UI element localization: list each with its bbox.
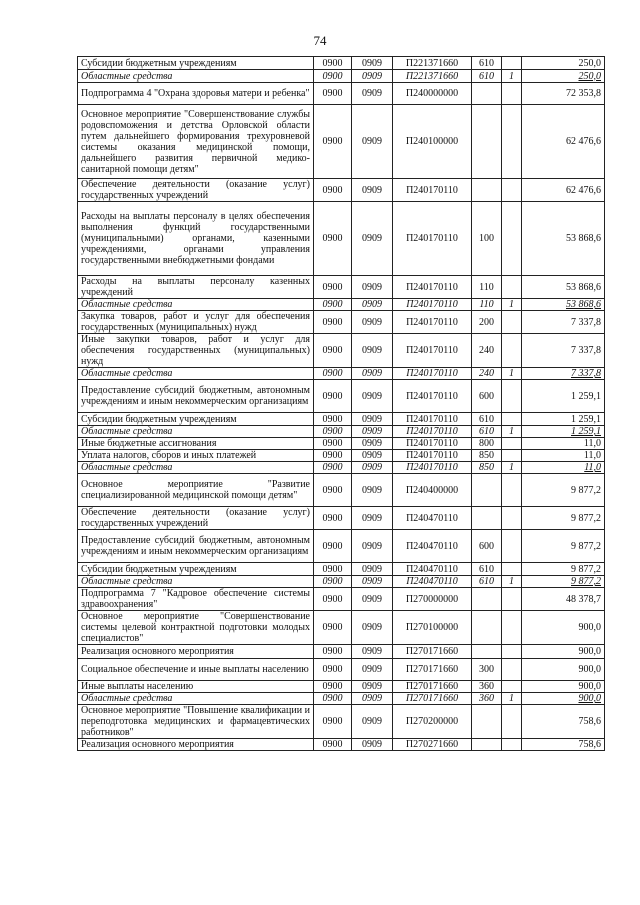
row-name: Субсидии бюджетным учреждениям (78, 57, 314, 70)
expense-type-code: 600 (472, 530, 502, 563)
amount: 1 259,1 (522, 380, 605, 413)
subsection-code: 0909 (352, 105, 393, 179)
row-name: Иные выплаты населению (78, 681, 314, 693)
subsection-code: 0909 (352, 413, 393, 426)
subsection-code: 0909 (352, 83, 393, 105)
funding-source-code (502, 311, 522, 334)
section-code: 0900 (314, 530, 352, 563)
row-name: Областные средства (78, 693, 314, 705)
section-code: 0900 (314, 563, 352, 576)
section-code: 0900 (314, 368, 352, 380)
row-name: Иные закупки товаров, работ и услуг для обеспечения государственных (муниципальных) нужд (78, 334, 314, 368)
funding-source-code (502, 645, 522, 659)
amount: 53 868,6 (522, 276, 605, 299)
table-row (78, 563, 605, 576)
target-article-code: П240100000 (393, 105, 472, 179)
amount: 1 259,1 (522, 426, 605, 438)
funding-source-code (502, 334, 522, 368)
section-code: 0900 (314, 739, 352, 751)
subsection-code: 0909 (352, 70, 393, 83)
expense-type-code: 610 (472, 70, 502, 83)
subsection-code: 0909 (352, 563, 393, 576)
row-name: Основное мероприятие "Развитие специализированной медицинской помощи детям" (78, 474, 314, 507)
row-name: Закупка товаров, работ и услуг для обеспечения государственных (муниципальных) нужд (78, 311, 314, 334)
row-name: Подпрограмма 4 "Охрана здоровья матери и ребенка" (78, 83, 314, 105)
row-name: Подпрограмма 7 "Кадровое обеспечение системы здравоохранения" (78, 588, 314, 611)
table-row (78, 588, 605, 611)
expense-type-code (472, 645, 502, 659)
table-row (78, 450, 605, 462)
expense-type-code (472, 105, 502, 179)
table-row (78, 681, 605, 693)
target-article-code: П270171660 (393, 645, 472, 659)
funding-source-code (502, 450, 522, 462)
funding-source-code: 1 (502, 426, 522, 438)
funding-source-code: 1 (502, 368, 522, 380)
table-row (78, 276, 605, 299)
funding-source-code (502, 705, 522, 739)
amount: 900,0 (522, 611, 605, 645)
amount: 72 353,8 (522, 83, 605, 105)
target-article-code: П240170110 (393, 450, 472, 462)
amount: 758,6 (522, 705, 605, 739)
table-row (78, 739, 605, 751)
amount: 48 378,7 (522, 588, 605, 611)
table-row-regional-funds (78, 576, 605, 588)
section-code: 0900 (314, 474, 352, 507)
target-article-code: П270271660 (393, 739, 472, 751)
subsection-code: 0909 (352, 507, 393, 530)
section-code: 0900 (314, 70, 352, 83)
funding-source-code: 1 (502, 299, 522, 311)
section-code: 0900 (314, 450, 352, 462)
row-name: Субсидии бюджетным учреждениям (78, 563, 314, 576)
target-article-code: П270200000 (393, 705, 472, 739)
row-name: Областные средства (78, 576, 314, 588)
table-row (78, 311, 605, 334)
target-article-code: П240470110 (393, 576, 472, 588)
amount: 1 259,1 (522, 413, 605, 426)
target-article-code: П240170110 (393, 311, 472, 334)
subsection-code: 0909 (352, 276, 393, 299)
subsection-code: 0909 (352, 681, 393, 693)
row-name: Предоставление субсидий бюджетным, автономным учреждениям и иным некоммерческим организациям (78, 380, 314, 413)
section-code: 0900 (314, 645, 352, 659)
expense-type-code (472, 474, 502, 507)
expense-type-code: 610 (472, 576, 502, 588)
section-code: 0900 (314, 576, 352, 588)
section-code: 0900 (314, 681, 352, 693)
expense-type-code: 610 (472, 426, 502, 438)
subsection-code: 0909 (352, 645, 393, 659)
section-code: 0900 (314, 693, 352, 705)
table-row (78, 611, 605, 645)
table-row (78, 645, 605, 659)
expense-type-code: 360 (472, 681, 502, 693)
table-row-regional-funds (78, 70, 605, 83)
expense-type-code: 800 (472, 438, 502, 450)
amount: 9 877,2 (522, 563, 605, 576)
subsection-code: 0909 (352, 588, 393, 611)
section-code: 0900 (314, 179, 352, 202)
section-code: 0900 (314, 334, 352, 368)
subsection-code: 0909 (352, 438, 393, 450)
amount: 7 337,8 (522, 311, 605, 334)
target-article-code: П270100000 (393, 611, 472, 645)
row-name: Областные средства (78, 70, 314, 83)
amount: 9 877,2 (522, 474, 605, 507)
funding-source-code (502, 507, 522, 530)
row-name: Обеспечение деятельности (оказание услуг) государственных учреждений (78, 179, 314, 202)
target-article-code: П270000000 (393, 588, 472, 611)
subsection-code: 0909 (352, 462, 393, 474)
row-name: Областные средства (78, 299, 314, 311)
table-row (78, 413, 605, 426)
subsection-code: 0909 (352, 57, 393, 70)
amount: 9 877,2 (522, 530, 605, 563)
section-code: 0900 (314, 705, 352, 739)
target-article-code: П221371660 (393, 70, 472, 83)
funding-source-code: 1 (502, 576, 522, 588)
table-row (78, 57, 605, 70)
row-name: Реализация основного мероприятия (78, 739, 314, 751)
section-code: 0900 (314, 202, 352, 276)
target-article-code: П240470110 (393, 507, 472, 530)
table-row (78, 530, 605, 563)
section-code: 0900 (314, 611, 352, 645)
subsection-code: 0909 (352, 426, 393, 438)
table-row (78, 438, 605, 450)
section-code: 0900 (314, 413, 352, 426)
amount: 11,0 (522, 462, 605, 474)
funding-source-code: 1 (502, 462, 522, 474)
table-row-regional-funds (78, 426, 605, 438)
subsection-code: 0909 (352, 611, 393, 645)
table-row-regional-funds (78, 462, 605, 474)
expense-type-code (472, 588, 502, 611)
table-row (78, 334, 605, 368)
table-row-regional-funds (78, 299, 605, 311)
subsection-code: 0909 (352, 450, 393, 462)
amount: 900,0 (522, 681, 605, 693)
funding-source-code (502, 681, 522, 693)
funding-source-code (502, 659, 522, 681)
section-code: 0900 (314, 105, 352, 179)
section-code: 0900 (314, 83, 352, 105)
row-name: Предоставление субсидий бюджетным, автономным учреждениям и иным некоммерческим организациям (78, 530, 314, 563)
row-name: Расходы на выплаты персоналу в целях обеспечения выполнения функций государственными (муниципальными) органами, казенными учреждениями, органами управления государственными внебюджетными фондами (78, 202, 314, 276)
amount: 7 337,8 (522, 334, 605, 368)
funding-source-code (502, 611, 522, 645)
row-name: Иные бюджетные ассигнования (78, 438, 314, 450)
row-name: Субсидии бюджетным учреждениям (78, 413, 314, 426)
funding-source-code (502, 83, 522, 105)
expense-type-code (472, 739, 502, 751)
expense-type-code (472, 83, 502, 105)
amount: 11,0 (522, 438, 605, 450)
expense-type-code: 610 (472, 563, 502, 576)
subsection-code: 0909 (352, 368, 393, 380)
funding-source-code: 1 (502, 70, 522, 83)
expense-type-code: 600 (472, 380, 502, 413)
row-name: Областные средства (78, 368, 314, 380)
funding-source-code (502, 563, 522, 576)
budget-table-body (78, 57, 605, 751)
row-name: Основное мероприятие "Совершенствование системы целевой контрактной подготовки молодых специалистов" (78, 611, 314, 645)
section-code: 0900 (314, 276, 352, 299)
table-row (78, 83, 605, 105)
amount: 9 877,2 (522, 576, 605, 588)
target-article-code: П270171660 (393, 693, 472, 705)
target-article-code: П240170110 (393, 202, 472, 276)
target-article-code: П240170110 (393, 413, 472, 426)
subsection-code: 0909 (352, 202, 393, 276)
page-number: 74 (313, 33, 327, 48)
section-code: 0900 (314, 588, 352, 611)
subsection-code: 0909 (352, 474, 393, 507)
target-article-code: П240400000 (393, 474, 472, 507)
expense-type-code (472, 705, 502, 739)
target-article-code: П240170110 (393, 276, 472, 299)
expense-type-code (472, 611, 502, 645)
subsection-code: 0909 (352, 659, 393, 681)
funding-source-code (502, 530, 522, 563)
target-article-code: П221371660 (393, 57, 472, 70)
target-article-code: П240170110 (393, 380, 472, 413)
expense-type-code (472, 179, 502, 202)
expense-type-code: 200 (472, 311, 502, 334)
funding-source-code (502, 474, 522, 507)
expense-type-code: 610 (472, 57, 502, 70)
amount: 900,0 (522, 645, 605, 659)
target-article-code: П240170110 (393, 438, 472, 450)
table-row (78, 380, 605, 413)
row-name: Социальное обеспечение и иные выплаты населению (78, 659, 314, 681)
funding-source-code (502, 438, 522, 450)
table-row-regional-funds (78, 368, 605, 380)
table-row (78, 179, 605, 202)
target-article-code: П240170110 (393, 368, 472, 380)
row-name: Расходы на выплаты персоналу казенных учреждений (78, 276, 314, 299)
amount: 250,0 (522, 70, 605, 83)
table-row (78, 705, 605, 739)
subsection-code: 0909 (352, 739, 393, 751)
table-row (78, 202, 605, 276)
target-article-code: П240170110 (393, 299, 472, 311)
funding-source-code: 1 (502, 693, 522, 705)
amount: 11,0 (522, 450, 605, 462)
funding-source-code (502, 380, 522, 413)
funding-source-code (502, 105, 522, 179)
funding-source-code (502, 57, 522, 70)
table-row (78, 507, 605, 530)
funding-source-code (502, 179, 522, 202)
target-article-code: П240170110 (393, 334, 472, 368)
amount: 900,0 (522, 693, 605, 705)
expense-type-code: 850 (472, 462, 502, 474)
section-code: 0900 (314, 659, 352, 681)
subsection-code: 0909 (352, 530, 393, 563)
expense-type-code: 240 (472, 334, 502, 368)
expense-type-code (472, 507, 502, 530)
row-name: Областные средства (78, 426, 314, 438)
section-code: 0900 (314, 426, 352, 438)
expense-type-code: 240 (472, 368, 502, 380)
amount: 758,6 (522, 739, 605, 751)
section-code: 0900 (314, 438, 352, 450)
amount: 62 476,6 (522, 179, 605, 202)
row-name: Основное мероприятие "Совершенствование службы родовспоможения и детства Орловской области путем дальнейшего формирования трехуровневой системы оказания медицинской помощи, дальнейшего развития первичной медико-санитарной помощи детям" (78, 105, 314, 179)
section-code: 0900 (314, 57, 352, 70)
expense-type-code: 110 (472, 299, 502, 311)
section-code: 0900 (314, 311, 352, 334)
row-name: Основное мероприятие "Повышение квалификации и переподготовка медицинских и фармацевтических работников" (78, 705, 314, 739)
section-code: 0900 (314, 507, 352, 530)
funding-source-code (502, 202, 522, 276)
target-article-code: П270171660 (393, 659, 472, 681)
budget-table (77, 56, 605, 751)
subsection-code: 0909 (352, 705, 393, 739)
row-name: Уплата налогов, сборов и иных платежей (78, 450, 314, 462)
funding-source-code (502, 413, 522, 426)
amount: 250,0 (522, 57, 605, 70)
subsection-code: 0909 (352, 179, 393, 202)
table-row-regional-funds (78, 693, 605, 705)
subsection-code: 0909 (352, 299, 393, 311)
target-article-code: П240170110 (393, 179, 472, 202)
amount: 62 476,6 (522, 105, 605, 179)
section-code: 0900 (314, 380, 352, 413)
subsection-code: 0909 (352, 334, 393, 368)
funding-source-code (502, 588, 522, 611)
funding-source-code (502, 739, 522, 751)
subsection-code: 0909 (352, 576, 393, 588)
row-name: Областные средства (78, 462, 314, 474)
amount: 53 868,6 (522, 299, 605, 311)
subsection-code: 0909 (352, 311, 393, 334)
funding-source-code (502, 276, 522, 299)
amount: 7 337,8 (522, 368, 605, 380)
table-row (78, 105, 605, 179)
target-article-code: П240170110 (393, 462, 472, 474)
amount: 9 877,2 (522, 507, 605, 530)
target-article-code: П270171660 (393, 681, 472, 693)
target-article-code: П240470110 (393, 530, 472, 563)
amount: 900,0 (522, 659, 605, 681)
table-row (78, 474, 605, 507)
section-code: 0900 (314, 462, 352, 474)
expense-type-code: 110 (472, 276, 502, 299)
target-article-code: П240470110 (393, 563, 472, 576)
target-article-code: П240000000 (393, 83, 472, 105)
section-code: 0900 (314, 299, 352, 311)
row-name: Реализация основного мероприятия (78, 645, 314, 659)
expense-type-code: 850 (472, 450, 502, 462)
target-article-code: П240170110 (393, 426, 472, 438)
expense-type-code: 360 (472, 693, 502, 705)
expense-type-code: 100 (472, 202, 502, 276)
table-row (78, 659, 605, 681)
row-name: Обеспечение деятельности (оказание услуг) государственных учреждений (78, 507, 314, 530)
subsection-code: 0909 (352, 380, 393, 413)
subsection-code: 0909 (352, 693, 393, 705)
amount: 53 868,6 (522, 202, 605, 276)
expense-type-code: 610 (472, 413, 502, 426)
expense-type-code: 300 (472, 659, 502, 681)
